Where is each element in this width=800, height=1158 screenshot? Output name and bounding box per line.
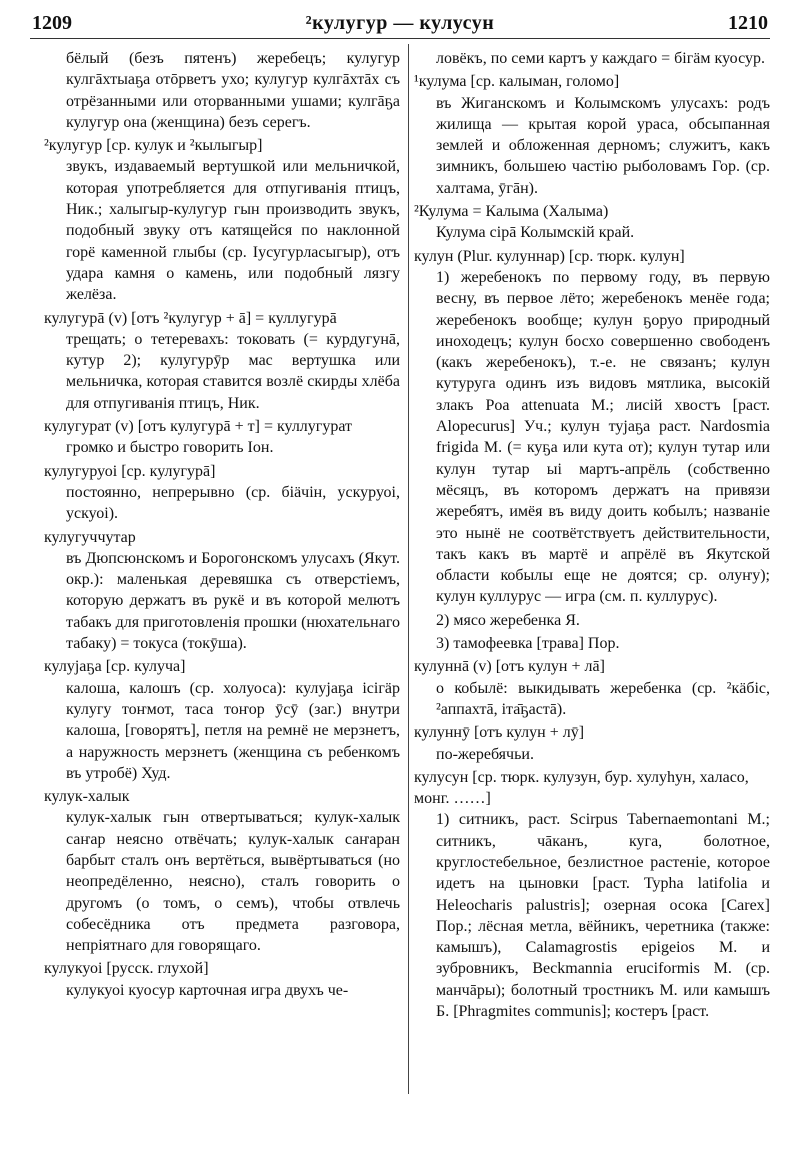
entry-body: звукъ, издаваемый вертушкой или мельничкой, которая употребляется для отпугиванія птицъ, Ник.; халыгыр-кулугур гын производить звукъ, подобный звуку отъ катящейся по наклонной горё каменной глыбы (ср. Іусугурласыгыр), отъ удара камня о камень, или подобный лязгу желёза.	[66, 158, 400, 304]
dictionary-entry	[414, 656, 770, 720]
entry-body: Кулума сірā Колымскій край.	[436, 224, 635, 242]
entry-body: по-жеребячьи.	[436, 745, 534, 763]
page-header	[0, 8, 800, 34]
entry-headword: ²Кулума = Калыма (Халыма)	[414, 203, 609, 221]
dictionary-entry	[44, 958, 400, 1001]
entry-body: въ Жиганскомъ и Колымскомъ улусахъ: родъ жилища — крытая корой ураса, обсыпанная землей и обложенная дерномъ; служитъ, какъ зимникъ, большею частію рыболовамъ Гор. (ср. халтама, ӯгāн).	[436, 94, 770, 197]
entry-headword: ¹кулума [ср. калыман, голомо]	[414, 73, 620, 91]
dictionary-entry	[414, 246, 770, 608]
dictionary-entry	[414, 767, 770, 1023]
dictionary-entry	[44, 416, 400, 459]
entry-body: 2) мясо жеребенка Я.	[436, 611, 580, 629]
entry-headword: кулук-халык	[44, 788, 130, 806]
running-head: ²кулугур — кулусун	[305, 12, 495, 34]
entry-body: кулук-халык гын отвертываться; кулук-халык саҥар неясно отвёчать; кулук-халык саҥаран барбыт сталъ онъ вертёться, вывёртываться (но неопредёленно, неясно), сталъ говорить о другомъ (о томъ, о семъ), чтобы отвлечь собесёдника отъ предмета разговора, непріятнаго для говорящаго.	[66, 809, 400, 955]
entry-body: 1) жеребенокъ по первому году, въ первую весну, въ первое лёто; жеребенокъ менёе года; жеребенокъ вообще; кулун ҕоруо природный иноходецъ; кулун босхо совершенно свободенъ (какъ жеребенокъ), т.-е. не связанъ; кулун кутуруга одинъ изъ видовъ мятлика, высокій злакъ Poa attenuata М.; лисій хвостъ [раст. Alopecurus] Уч.; кулун тујаҕа раст. Nardosmia frigida М. (= куҕа или кута от); кулун тутар или кулун тутар ыі мартъ-апрёль (собственно мёсяцъ, въ которомъ держатъ на привязи жеребятъ, имёя въ виду доить кобылъ; названіе это нынё не соотвётствуетъ действительности, такъ какъ въ мартё и апрёлё въ Якутской области кобылы еще не доятся; ср. олуҥу); кулун куллурус — игра (см. п. куллурус).	[436, 268, 770, 606]
entry-headword: кулуннā (v) [отъ кулун + лā]	[414, 658, 605, 676]
dictionary-entry	[414, 71, 770, 199]
entry-body: 1) ситникъ, раст. Scirpus Tabernaemontani М.; ситникъ, чāканъ, куга, болотное, круглостебельное, безлистное растеніе, которое идетъ на цыновки [раст. Typha latifolia и Heleocharis palustris]; озерная осока [Carex] Пор.; лёсная метла, вёйникъ, черетника (также: камышъ), Calamagrostis epigeios М. и зубровникъ, Beckmannia eruciformis М. (ср. манчāры); болотный тростникъ М. или камышъ Б. [Phragmites communis]; костеръ [раст.	[436, 811, 770, 1021]
entry-headword: кулусун [ср. тюрк. кулузун, бур. хулуhун, халасо, монг. ……]	[414, 768, 749, 808]
dictionary-entry	[44, 308, 400, 414]
entry-headword: кулугурā (v) [отъ ²кулугур + ā] = куллугурā	[44, 309, 337, 327]
dictionary-entry	[44, 48, 400, 133]
dictionary-entry	[414, 633, 770, 654]
dictionary-entry	[414, 48, 770, 69]
dictionary-entry	[414, 201, 770, 244]
right-column	[414, 48, 770, 1024]
dictionary-entry	[44, 461, 400, 525]
column-divider	[408, 44, 409, 1094]
entry-headword: кулујаҕа [ср. кулуча]	[44, 658, 186, 676]
entry-headword: кулугуруоі [ср. кулугурā]	[44, 462, 216, 480]
entry-headword: кулугуччутар	[44, 528, 136, 546]
header-rule	[30, 38, 770, 39]
entry-body: ловёкъ, по семи картъ у каждаго = бігäм куосур.	[436, 50, 765, 67]
dictionary-entry	[44, 786, 400, 956]
left-column	[44, 48, 400, 1003]
dictionary-entry	[414, 722, 770, 765]
dictionary-entry	[44, 135, 400, 305]
dictionary-entry	[44, 527, 400, 655]
entry-headword: кулукуоі [русск. глухой]	[44, 960, 209, 978]
entry-body: калоша, калошъ (ср. холуоса): кулујаҕа ісігäр кулугу тоҥмот, таса тоҥор ӯсӯ (заг.) внутри калоша, [говорятъ], петля на ремнё не мерзнетъ, а наружность мерзнетъ (женщина съ ребенкомъ въ утробё) Худ.	[66, 679, 400, 782]
entry-headword: кулугурат (v) [отъ кулугурā + т] = куллугурат	[44, 418, 353, 436]
entry-body: трещать; о тетеревахъ: токовать (= курдугунā, кутур 2); кулугурӯр мас вертушка или мельничка, которая ставится возлё скирды хлёба для отпугиванія птицъ, Ник.	[66, 330, 400, 412]
entry-body: въ Дюпсюнскомъ и Борогонскомъ улусахъ (Якут. окр.): маленькая деревяшка съ отверстіемъ, которую держатъ въ рукё и въ которой мелютъ табакъ для приготовленія прошки (нюхательнаго табаку) = токуса (токӯша).	[66, 549, 400, 653]
entry-headword: кулуннӯ [отъ кулун + лӯ]	[414, 724, 585, 742]
entry-body: постоянно, непрерывно (ср. біäчін, ускуруоі, ускуоі).	[66, 483, 400, 523]
entry-body: громко и быстро говорить Іон.	[66, 439, 274, 457]
page-number-left: 1209	[32, 12, 72, 34]
dictionary-entry	[414, 610, 770, 631]
entry-headword: кулун (Plur. кулуннар) [ср. тюрк. кулун]	[414, 247, 685, 265]
entry-body: бёлый (безъ пятенъ) жеребецъ; кулугур кулгāхтыаҕа отōрветъ ухо; кулугур кулгāхтāх съ отрёзанными или оторванными ушами; кулгāҕа кулугур она (женщина) безъ серегъ.	[66, 50, 400, 131]
page-number-right: 1210	[728, 12, 768, 34]
entry-headword: ²кулугур [ср. кулук и ²кылыгыр]	[44, 137, 263, 155]
entry-body: 3) тамофеевка [трава] Пор.	[436, 635, 620, 653]
dictionary-entry	[44, 656, 400, 784]
entry-body: кулукуоі куосур карточная игра двухъ че-	[66, 981, 349, 999]
entry-body: о кобылё: выкидывать жеребенка (ср. ²кäбіс, ²аппахтā, іта̄ҕастā).	[436, 679, 770, 718]
